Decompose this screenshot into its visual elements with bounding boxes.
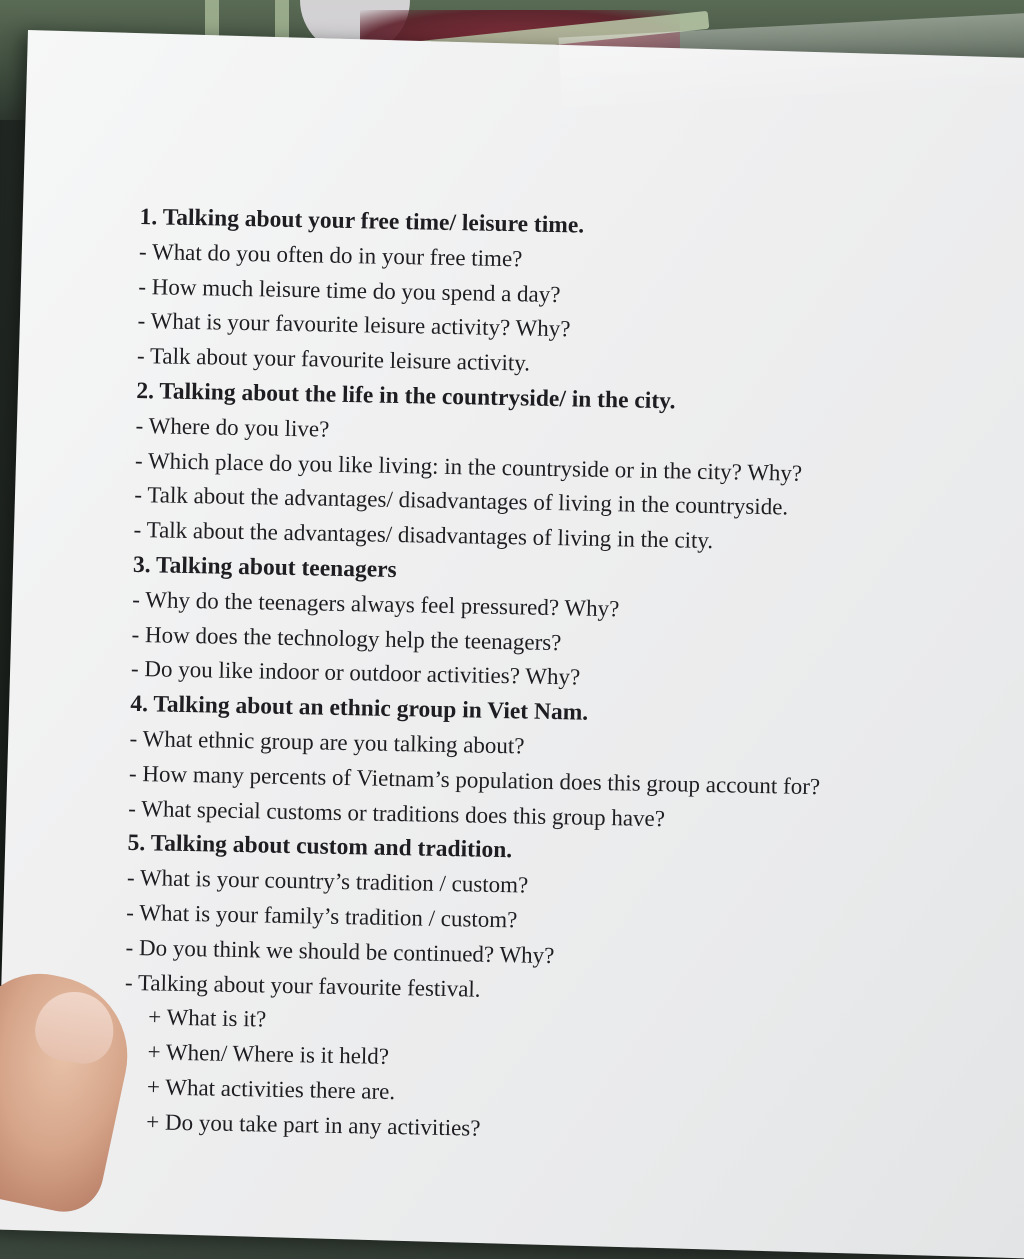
document-body	[122, 200, 1010, 1156]
question-item: - Talking about your favourite festival.	[124, 969, 481, 1002]
sub-question-item: + Do you take part in any activities?	[146, 1109, 481, 1141]
question-item: - Talk about the advantages/ disadvantages of living in the countryside.	[134, 482, 789, 520]
section-heading: 5. Talking about custom and tradition.	[127, 830, 513, 864]
question-item: - Which place do you like living: in the countryside or in the city? Why?	[134, 447, 803, 486]
section-heading: 2. Talking about the life in the countryside/ in the city.	[136, 377, 676, 415]
question-item: - What is your country’s tradition / custom?	[126, 865, 529, 898]
section-heading: 3. Talking about teenagers	[132, 551, 397, 583]
question-item: - What is your favourite leisure activity? Why?	[137, 308, 571, 342]
question-item: - Do you think we should be continued? Why?	[125, 934, 555, 968]
question-item: - What special customs or traditions does this group have?	[128, 795, 666, 831]
question-item: - What do you often do in your free time?	[138, 238, 523, 272]
question-item: - Do you like indoor or outdoor activities? Why?	[130, 656, 581, 690]
question-item: - Talk about the advantages/ disadvantages of living in the city.	[133, 517, 714, 554]
question-item: - How many percents of Vietnam’s population does this group account for?	[128, 760, 821, 799]
question-item: - Talk about your favourite leisure activity.	[136, 343, 531, 376]
section-heading: 4. Talking about an ethnic group in Viet Nam.	[130, 691, 589, 726]
question-item: - Why do the teenagers always feel pressured? Why?	[132, 586, 620, 622]
question-item: - What ethnic group are you talking about?	[129, 725, 525, 759]
question-item: - Where do you live?	[135, 412, 330, 442]
sub-question-item: + What is it?	[148, 1004, 267, 1032]
sub-question-item: + What activities there are.	[146, 1074, 396, 1104]
sub-question-item: + When/ Where is it held?	[147, 1039, 390, 1070]
section-heading: 1. Talking about your free time/ leisure time.	[139, 203, 585, 239]
question-item: - How much leisure time do you spend a day?	[138, 273, 561, 307]
question-item: - What is your family’s tradition / custom?	[126, 899, 518, 933]
question-item: - How does the technology help the teenagers?	[131, 621, 562, 655]
